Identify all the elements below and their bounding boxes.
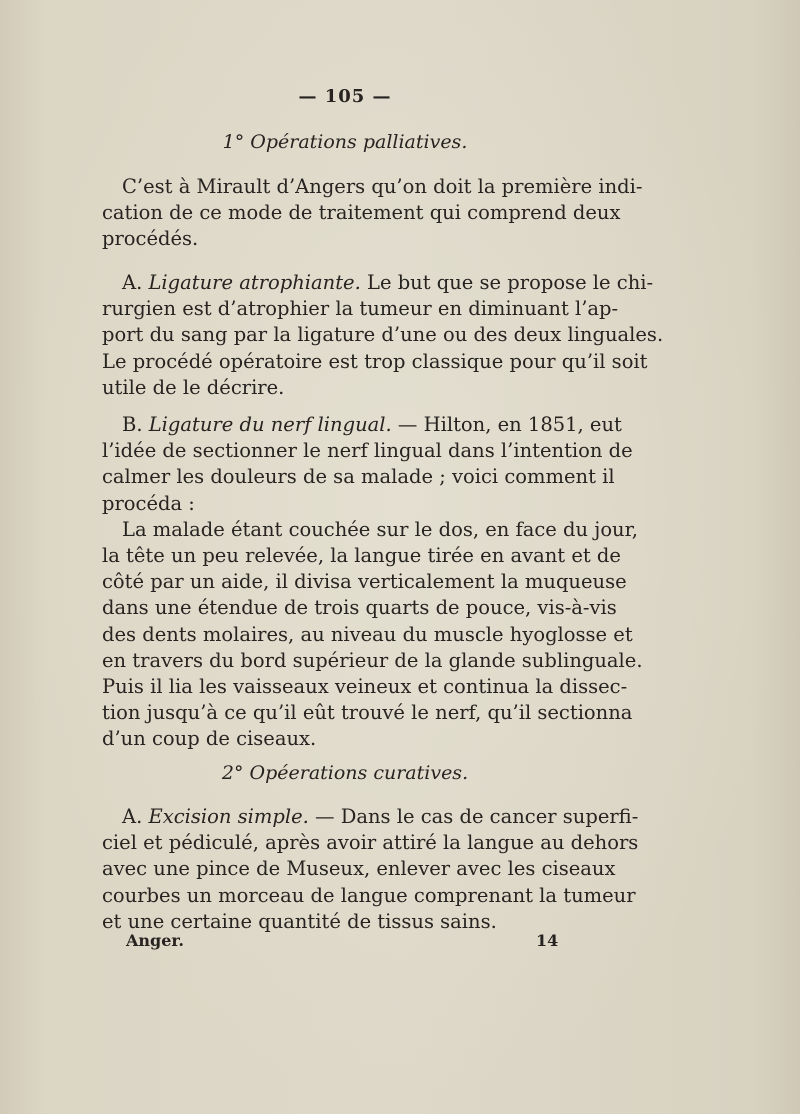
section-heading-palliatives: 1° Opérations palliatives. [222,131,468,153]
paragraph-ligature-atrophiante [102,270,664,401]
text-line: La malade étant couchée sur le dos, en face du jour, [122,517,638,541]
text-line: des dents molaires, au niveau du muscle hyoglosse et [102,622,633,646]
text-line: cation de ce mode de traitement qui comprend deux [102,201,621,225]
item-title: Ligature atrophiante. [148,271,361,294]
text-line [102,412,622,438]
text-line: procéda : [102,491,195,515]
paragraph-ligature-nerf [102,412,643,753]
text-line: procédés. [102,227,199,251]
paragraph-intro [102,174,643,253]
printer-signature: Anger. [126,931,184,950]
item-title: Ligature du nerf lingual. [148,413,392,436]
text-line [102,270,654,296]
item-label: A. [122,271,143,294]
section-heading-curatives: 2° Opéerations curatives. [221,762,469,784]
text-line: courbes un morceau de langue comprenant la tumeur [102,883,636,907]
item-title: Excision simple. [148,805,309,828]
text-line: Puis il lia les vaisseaux veineux et continua la dissec- [102,675,628,699]
page-number: — 105 — [298,86,392,107]
item-label: B. [122,413,143,436]
text-line: calmer les douleurs de sa malade ; voici comment il [102,465,615,489]
text-line: ciel et pédiculé, après avoir attiré la langue au dehors [102,831,639,855]
text-line: d’un coup de ciseaux. [102,727,317,751]
text-fragment: — Hilton, en 1851, eut [397,413,622,436]
text-line: l’idée de sectionner le nerf lingual dans l’intention de [102,439,633,463]
paragraph-excision [102,804,639,935]
text-line: la tête un peu relevée, la langue tirée en avant et de [102,544,621,568]
text-fragment: Le but que se propose le chi- [367,271,654,294]
text-line [102,804,639,830]
text-line: tion jusqu’à ce qu’il eût trouvé le nerf, qu’il sectionna [102,701,633,725]
text-line: C’est à Mirault d’Angers qu’on doit la première indi- [122,175,643,198]
text-line: Le procédé opératoire est trop classique pour qu’il soit [102,349,648,373]
text-line: et une certaine quantité de tissus sains. [102,909,497,933]
item-label: A. [122,805,143,828]
sheet-number: 14 [536,931,559,950]
text-fragment: — Dans le cas de cancer superfi- [315,805,639,828]
text-line: port du sang par la ligature d’une ou des deux linguales. [102,323,664,347]
text-line: rurgien est d’atrophier la tumeur en diminuant l’ap- [102,297,619,321]
text-line: dans une étendue de trois quarts de pouce, vis-à-vis [102,596,617,620]
text-line: côté par un aide, il divisa verticalement la muqueuse [102,570,627,594]
text-line: avec une pince de Museux, enlever avec les ciseaux [102,857,616,881]
text-line: en travers du bord supérieur de la glande sublinguale. [102,648,643,672]
text-line: utile de le décrire. [102,375,285,399]
